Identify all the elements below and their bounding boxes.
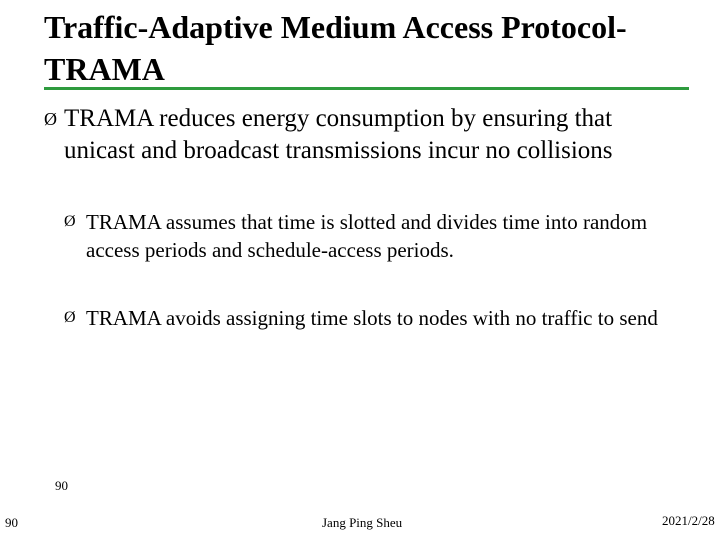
sub-bullet-item-no-traffic	[64, 304, 684, 332]
arrow-bullet-icon: Ø	[64, 213, 76, 230]
footer-date: 2021/2/28	[662, 513, 715, 528]
slide-title: Traffic-Adaptive Medium Access Protocol- TRAMA	[44, 9, 627, 87]
arrow-bullet-icon: Ø	[64, 309, 76, 326]
bullet-item-main	[44, 103, 644, 167]
title-underline	[44, 87, 689, 90]
arrow-bullet-icon: Ø	[44, 109, 57, 129]
sub-bullet-item-time-slots	[64, 208, 684, 264]
footer-author: Jang Ping Sheu	[322, 515, 403, 530]
slide-number-inner: 90	[55, 478, 68, 493]
sub-bullet-text-no-traffic: TRAMA avoids assigning time slots to nodes with no traffic to send	[86, 306, 658, 330]
bullet-text-main: TRAMA reduces energy consumption by ensuring that unicast and broadcast transmissions incur no collisions	[64, 105, 613, 164]
sub-bullet-text-time-slots: TRAMA assumes that time is slotted and divides time into random access periods and schedule-access periods.	[86, 210, 648, 262]
slide-number-left: 90	[5, 515, 18, 530]
